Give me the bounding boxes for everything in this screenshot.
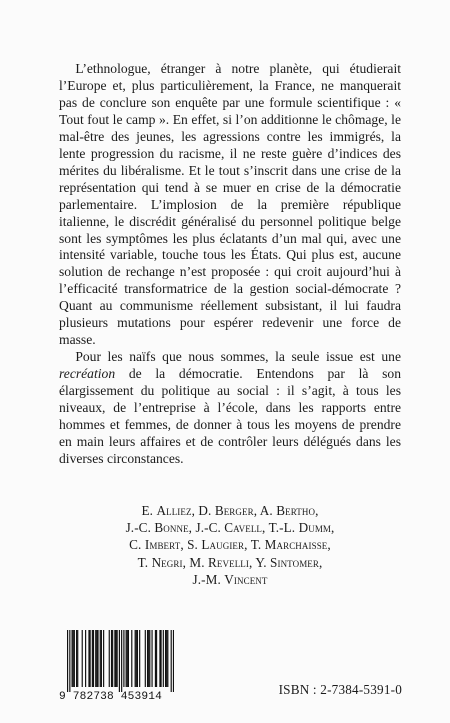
blurb-paragraph-2-text-start: Pour les naïfs que nous sommes, la seule issue est une xyxy=(75,349,401,365)
barcode-bar xyxy=(165,630,166,687)
barcode-bar xyxy=(109,630,110,687)
barcode-bar xyxy=(156,630,157,687)
author-name: T. Negri, xyxy=(137,554,190,570)
blurb-paragraph-1 xyxy=(59,61,401,349)
author-name: S. Laugier, xyxy=(187,537,251,553)
barcode-bar xyxy=(88,630,89,687)
barcode-bar xyxy=(155,630,156,687)
barcode-bar xyxy=(135,630,136,687)
barcode-bar xyxy=(163,630,164,687)
author-name: J.-C. Bonne, xyxy=(125,520,196,536)
barcode-bar xyxy=(96,630,97,687)
authors-line-1 xyxy=(80,502,380,519)
barcode-bar xyxy=(119,630,120,692)
barcode-bar xyxy=(100,630,101,687)
barcode-bar xyxy=(90,630,91,687)
barcode-bars xyxy=(67,630,174,692)
barcode-bar xyxy=(69,630,70,692)
authors-line-3 xyxy=(80,536,380,553)
barcode-bar xyxy=(73,630,74,687)
isbn-number: ISBN : 2-7384-5391-0 xyxy=(278,682,402,697)
barcode-bar xyxy=(131,630,132,687)
author-name: Y. Sintomer, xyxy=(255,554,323,570)
barcode-bar xyxy=(126,630,127,687)
barcode-bar xyxy=(77,630,78,687)
barcode-bar xyxy=(103,630,104,687)
barcode-bar xyxy=(82,630,83,687)
barcode-bar xyxy=(76,630,77,687)
barcode-bar xyxy=(111,630,112,687)
barcode-bar xyxy=(173,630,174,692)
barcode-bar xyxy=(171,630,172,692)
author-name: M. Revelli, xyxy=(189,554,256,570)
barcode-bar xyxy=(92,630,93,687)
barcode-bar xyxy=(151,630,152,687)
barcode-bar xyxy=(72,630,73,687)
authors-line-5 xyxy=(80,571,380,588)
blurb-text xyxy=(59,61,401,468)
barcode-bar xyxy=(147,630,148,687)
barcode-bar xyxy=(148,630,149,687)
barcode-bar xyxy=(115,630,116,687)
barcode-bar xyxy=(159,630,160,687)
barcode-bar xyxy=(85,630,86,687)
barcode-bar xyxy=(127,630,128,687)
authors-list xyxy=(80,502,380,588)
barcode-bar xyxy=(114,630,115,687)
blurb-paragraph-2-text-end: de la démocratie. Entendons par là son élargissement du politique au social : il s’agit, à tous les niveaux, de l’entreprise à l’école, dans les rapports entre hommes et femmes, de donner à tous les moyens de prendre en main leurs affaires et de contrôler leurs délégués dans les diverses circonstances. xyxy=(59,366,401,466)
barcode-bar xyxy=(95,630,96,687)
barcode-bar xyxy=(74,630,75,687)
author-name: D. Berger, xyxy=(198,503,260,518)
author-name: C. Imbert, xyxy=(129,537,188,553)
barcode-bar xyxy=(145,630,146,687)
authors-line-2 xyxy=(80,519,380,536)
barcode-bar xyxy=(137,630,138,687)
author-name: J.-M. Vincent xyxy=(192,571,268,587)
authors-line-4 xyxy=(80,554,380,571)
author-name: J.-C. Cavell, xyxy=(195,520,269,536)
author-name: A. Bertho, xyxy=(259,503,319,518)
barcode-bar xyxy=(117,630,118,687)
author-name: T. Marchaisse, xyxy=(250,537,331,553)
barcode-bar xyxy=(67,630,68,692)
barcode-digits: 9 782738 453914 xyxy=(59,691,162,703)
blurb-paragraph-1-text: L’ethnologue, étranger à notre planète, qui étudierait l’Europe et, plus particulièrement, la France, ne manquerait pas de conclure son enquête par une formule scientifique : « Tout fout le camp ». En effet, si l’on additionne le chômage, le mal-être des jeunes, les agressions contre les immigrés, la lente progression du racisme, il ne reste guère d’indices des mérites du libéralisme. Et le tout s’inscrit dans une crise de la représentation qui tend à se muer en crise de la démocratie parlementaire. L’implosion de la première république italienne, le discrédit généralisé du personnel politique belge sont les symptômes les plus éclatants d’un mal qui, avec une intensité variable, touche tous les États. Qui plus est, aucune solution de rechange n’est proposée : qui croit aujourd’hui à l’efficacité transformatrice de la gestion social-démocrate ? Quant au communisme réellement subsistant, il lui faudra plusieurs mutations pour espérer redevenir une force de masse. xyxy=(59,61,401,348)
barcode-bar xyxy=(139,630,140,687)
barcode-bar xyxy=(128,630,129,687)
barcode-bar xyxy=(123,630,124,687)
blurb-paragraph-2 xyxy=(59,349,401,468)
blurb-emphasis-recreation: recréation xyxy=(59,366,116,382)
barcode-bar xyxy=(97,630,98,687)
author-name: E. Alliez, xyxy=(141,503,199,518)
barcode-bar xyxy=(93,630,94,687)
barcode-bar xyxy=(167,630,168,687)
barcode-bar xyxy=(136,630,137,687)
barcode-bar xyxy=(149,630,150,687)
barcode-bar xyxy=(160,630,161,687)
barcode-bar xyxy=(166,630,167,687)
barcode-bar xyxy=(121,630,122,692)
barcode-bar xyxy=(101,630,102,687)
ean-barcode xyxy=(59,630,174,708)
author-name: T.-L. Dumm, xyxy=(268,520,335,536)
barcode-bar xyxy=(112,630,113,687)
